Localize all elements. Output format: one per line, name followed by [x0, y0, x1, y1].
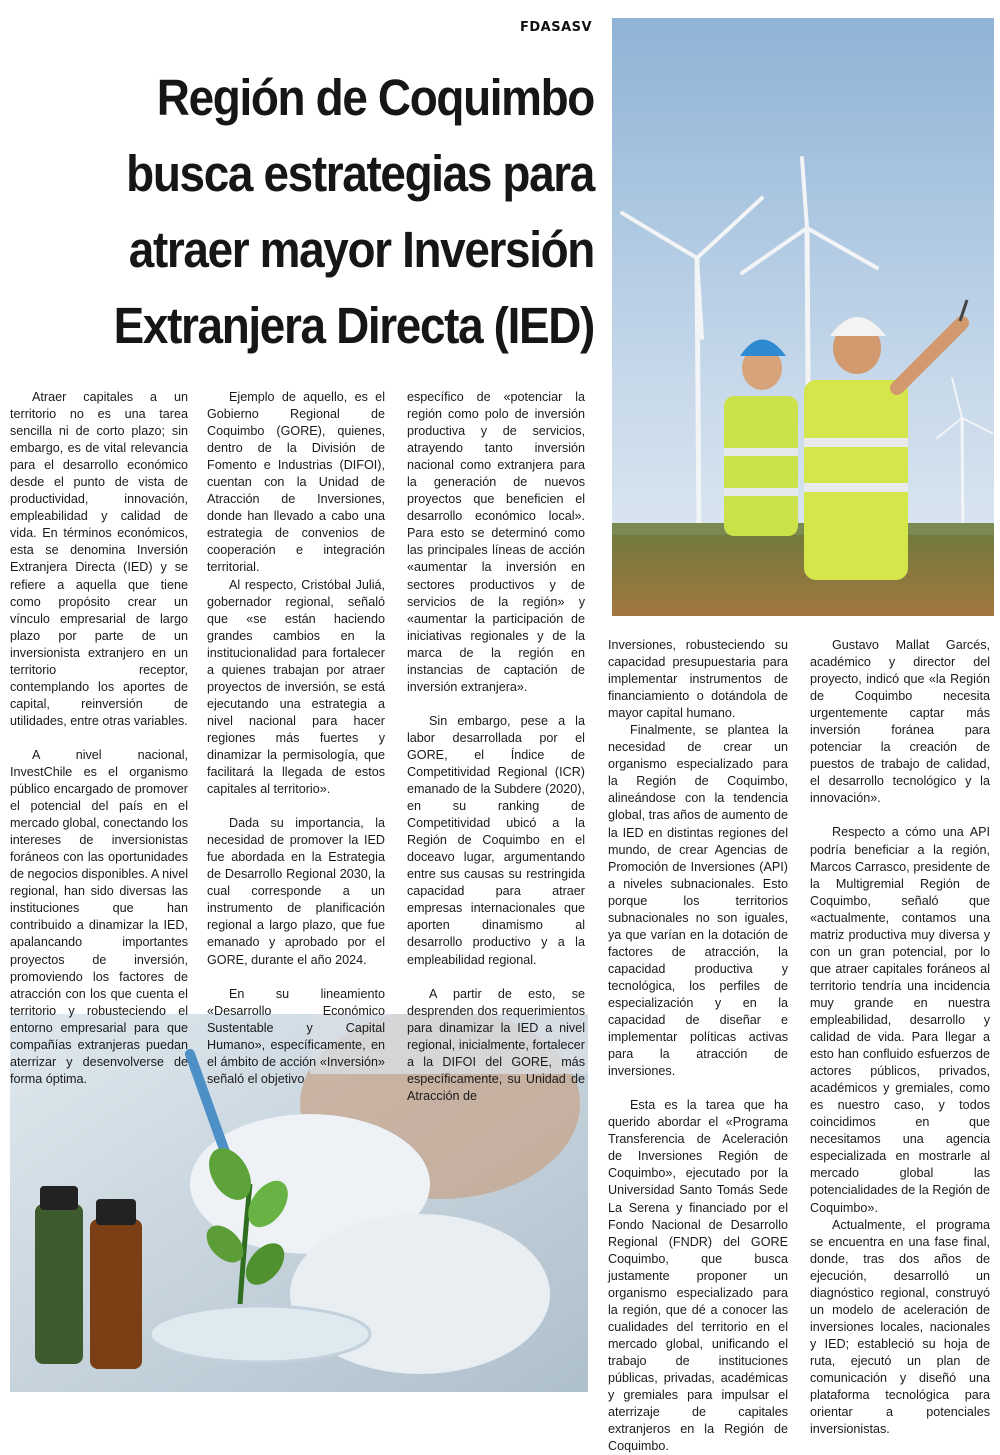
paragraph: Atraer capitales a un territorio no es una tarea sencilla ni de corto plazo; sin embargo, es de vital relevancia para el desarrollo económico desde el punto de vista de productividad, innovación, empleabilidad y calidad de vida. En términos económicos, esta se denomina Inversión Extranjera Directa (IED) y se refiere a aquella que tiene como propósito crear un vínculo empresarial de largo plazo por parte de un inversionista extranjero en un territorio receptor, contemplando los aportes de capital, reinversión de utilidades, entre otras variables.: [10, 390, 188, 728]
article-column-5: [810, 637, 990, 1438]
article-column-3: [407, 389, 585, 1105]
paragraph: Inversiones, robusteciendo su capacidad presupuestaria para implementar instrumentos de financiamiento o dotándola de mayor capital humano.: [608, 638, 788, 721]
paragraph: Actualmente, el programa se encuentra en una fase final, donde, tras dos años de ejecución, desarrolló un diagnóstico regional, construyó un modelo de aceleración de inversiones locales, nacionales y IED; estableció su hoja de ruta, ejecutó un plan de comunicación y diseñó una plataforma tecnológica para orientar a potenciales inversionistas.: [810, 1217, 990, 1437]
paragraph: A partir de esto, se desprenden dos requerimientos para dinamizar la IED a nivel regional, inicialmente, fortalecer a la DIFOI del GORE, más específicamente, su Unidad de Atracción de: [407, 986, 585, 1103]
section-tag: FDASASV: [520, 20, 593, 35]
paragraph: Ejemplo de aquello, es el Gobierno Regional de Coquimbo (GORE), quienes, dentro de la División de Fomento e Industrias (DIFOI), cuentan con la Unidad de Atracción de Inversiones, donde han llevado a cabo una estrategia de convenios de cooperación e integración territorial.: [207, 390, 385, 575]
wind-turbines-photo-illustration: [612, 18, 994, 616]
paragraph: específico de «potenciar la región como polo de inversión productiva y de servicios, atrayendo tanto inversión nacional como extranjera para la generación de nuevos proyectos que beneficien el desarrollo económico local». Para esto se determinó como las principales líneas de acción «aumentar la inversión en sectores productivos y de servicios de la región» y «aumentar la participación de iniciativas regionales y de la marca de la región en instancias de captación de inversión extranjera».: [407, 390, 585, 694]
paragraph: Respecto a cómo una API podría beneficiar a la región, Marcos Carrasco, presidente de la Multigremial Región de Coquimbo, señaló que «actualmente, contamos una matriz productiva muy diversa y con un gran potencial, por lo que atraer capitales foráneos al territorio tendría una incidencia muy grande en nuestra empleabilidad, desarrollo y calidad de vida. Para llegar a esto han confluido esfuerzos de actores públicos, privados, académicos y gremiales, como es nuestro caso, y todos coincidimos en que necesitamos una agencia especializada en mostrarle al mercado global las potencialidades de la Región de Coquimbo».: [810, 825, 990, 1215]
article-column-4: [608, 637, 788, 1455]
paragraph: Finalmente, se plantea la necesidad de crear un organismo especializado para la Región de Coquimbo, alineándose con la tendencia global, tras años de aumento de la IED en distintas regiones del mundo, de crear Agencias de Promoción de Inversiones (API) a niveles subnacionales. Esto porque los territorios subnacionales no son iguales, ya que varían en la dotación de factores de atracción, la capacidad productiva y tecnológica, los perfiles de especialización y en la capacidad de diseñar e implementar políticas activas para la atracción de inversiones.: [608, 723, 788, 1079]
paragraph: Gustavo Mallat Garcés, académico y director del proyecto, indicó que «la Región de Coquimbo necesita urgentemente captar más inversión foránea para potenciar la creación de puestos de trabajo de calidad, el desarrollo tecnológico y la innovación».: [810, 638, 990, 806]
paragraph: Al respecto, Cristóbal Juliá, gobernador regional, señaló que «se están haciendo grandes cambios en la institucionalidad para fortalecer a quienes trabajan por atraer proyectos de inversión, se está ejecutando una estrategia a nivel nacional para hacer regiones más fuertes y dinamizar la permisología, que facilitará la llegada de estos capitales al territorio».: [207, 577, 385, 797]
paragraph: En su lineamiento «Desarrollo Económico Sustentable y Capital Humano», específicamente, en el ámbito de acción «Inversión» señaló el objetivo: [207, 986, 385, 1086]
paragraph: Sin embargo, pese a la labor desarrollada por el GORE, el Índice de Competitividad Regional (ICR) emanado de la Subdere (2020), en su ranking de Competitividad ubicó a la Región de Coquimbo en el doceavo lugar, argumentando entre sus causas su restringida capacidad para atraer empresas internacionales que aporten dinamismo al desarrollo productivo y a la empleabilidad regional.: [407, 713, 585, 967]
paragraph: A nivel nacional, InvestChile es el organismo público encargado de promover el potencial del país en el mercado global, conectando los intereses de inversionistas foráneos con las oportunidades de negocios disponibles. A nivel regional, han sido diversas las instituciones que han contribuido a dinamizar la IED, apalancando importantes proyectos de inversión, promoviendo los factores de atracción con los que cuenta el territorio y robusteciendo el entorno empresarial para que compañías extranjeras puedan aterrizar y desenvolverse de forma óptima.: [10, 747, 188, 1086]
article-column-1: [10, 389, 188, 1088]
paragraph: Esta es la tarea que ha querido abordar el «Programa Transferencia de Aceleración de Inversiones Región de Coquimbo», ejecutado por la Universidad Santo Tomás Sede La Serena y financiado por el Fondo Nacional de Desarrollo Regional (FNDR) del GORE Coquimbo, que busca justamente proponer un organismo especializado para la región, que dé a conocer las cualidades del territorio en el mercado global, unificando el trabajo de instituciones públicas, privadas, académicas y gremiales para impulsar el aterrizaje de capitales extranjeros en la Región de Coquimbo.: [608, 1098, 788, 1454]
paragraph: Dada su importancia, la necesidad de promover la IED fue abordada en la Estrategia de Desarrollo Regional 2030, la cual corresponde a un instrumento de planificación regional a largo plazo, que fue emanado y aprobado por el GORE, durante el año 2024.: [207, 816, 385, 967]
wind-turbines-photo: [612, 18, 994, 616]
headline: Región de Coquimbo busca estrategias para atraer mayor Inversión Extranjera Directa (IED): [113, 69, 595, 354]
article-column-2: [207, 389, 385, 1088]
